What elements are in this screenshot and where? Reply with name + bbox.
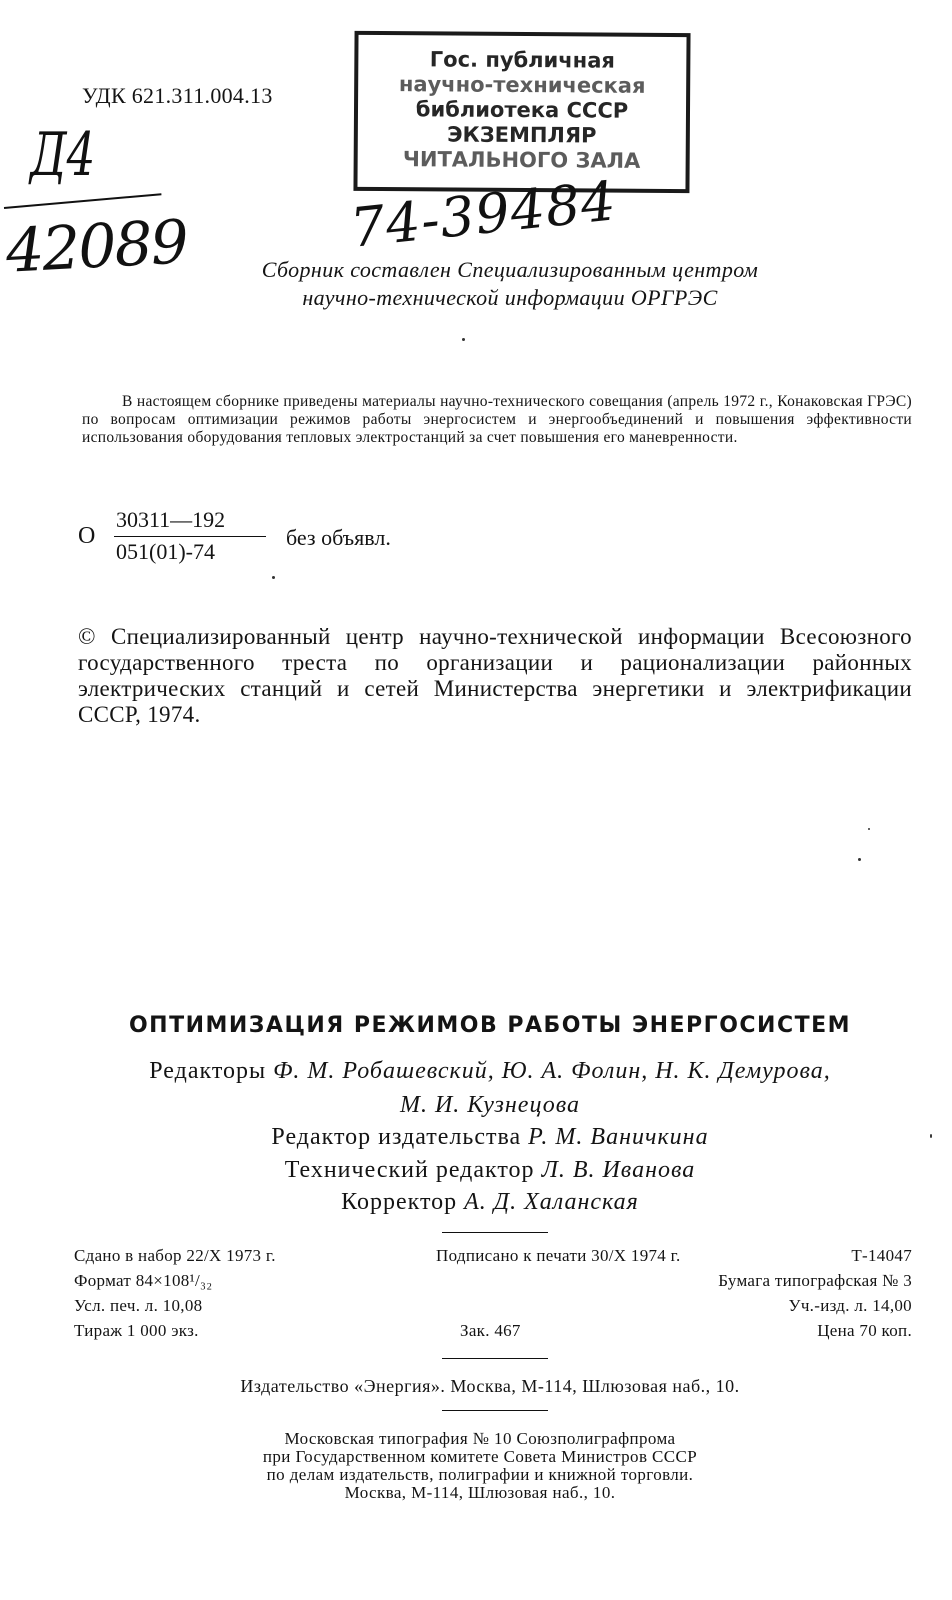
index-note: без объявл. <box>286 525 391 550</box>
scan-speck <box>858 858 861 861</box>
spec-print-sheets: Усл. печ. л. 10,08 <box>74 1296 203 1315</box>
divider <box>442 1358 548 1359</box>
compiled-by-note <box>200 256 820 312</box>
printer-line: Московская типография № 10 Союзполиграфпрома <box>284 1429 676 1448</box>
publisher-editor-label: Редактор издательства <box>271 1124 522 1150</box>
index-prefix: О <box>78 523 96 549</box>
library-stamp <box>353 31 690 193</box>
corrector-name: А. Д. Халанская <box>464 1189 639 1215</box>
spec-signed: Подписано к печати 30/X 1974 г. <box>436 1246 681 1265</box>
editors-names: Ф. М. Робашевский, Ю. А. Фолин, Н. К. Демурова, <box>273 1058 831 1084</box>
index-numerator: 30311—192 <box>116 507 226 532</box>
spec-format: Формат 84×108¹/₃₂ <box>74 1271 213 1290</box>
publisher-editor-name: Р. М. Ваничкина <box>528 1124 709 1150</box>
handwritten-code-top: Д4 <box>30 120 96 190</box>
scan-speck <box>462 338 465 341</box>
spec-code: Т-14047 <box>851 1246 912 1265</box>
corrector-line <box>60 1189 920 1216</box>
book-title: ОПТИМИЗАЦИЯ РЕЖИМОВ РАБОТЫ ЭНЕРГОСИСТЕМ <box>128 1013 852 1038</box>
handwritten-code-bottom: 42089 <box>4 207 189 287</box>
abstract-paragraph: В настоящем сборнике приведены материалы научно-технического совещания (апрель 1972 г., Конаковская ГРЭС) по вопросам оптимизации режимов работы энергосистем и энергообъединений и повышения эффективности использования оборудования тепловых электростанций за счет повышения его маневренности. <box>82 393 912 446</box>
printer-info <box>100 1430 860 1502</box>
index-denominator: 051(01)-74 <box>116 539 215 564</box>
editors-label: Редакторы <box>149 1058 267 1084</box>
printer-line: Москва, М-114, Шлюзовая наб., 10. <box>344 1483 616 1502</box>
tech-editor-line <box>60 1157 920 1184</box>
printer-line: по делам издательств, полиграфии и книжной торговли. <box>266 1465 694 1484</box>
compiled-by-line: Сборник составлен Специализированным центром <box>261 257 759 282</box>
spec-pub-sheets: Уч.-изд. л. 14,00 <box>788 1296 912 1315</box>
tech-editor-label: Технический редактор <box>284 1157 535 1183</box>
stamp-line: научно-техническая <box>398 72 646 98</box>
compiled-by-line: научно-технической информации ОРГРЭС <box>302 285 718 310</box>
spec-price: Цена 70 коп. <box>817 1321 912 1340</box>
stamp-line: ЭКЗЕМПЛЯР <box>447 122 597 148</box>
handwritten-inventory-number: 74-39484 <box>347 169 620 260</box>
fraction-bar <box>114 536 266 537</box>
editors-names-2: М. И. Кузнецова <box>399 1092 581 1118</box>
copyright-notice: © Специализированный центр научно-технической информации Всесоюзного государственного треста по организации и рационализации районных электрических станций и сетей Министерства энергетики и электрификации СССР, 1974. <box>78 624 912 727</box>
udk-code: УДК 621.311.004.13 <box>82 83 273 108</box>
editors-line <box>60 1058 920 1085</box>
scan-speck <box>272 576 275 579</box>
spec-paper: Бумага типографская № 3 <box>718 1271 912 1290</box>
printer-line: при Государственном комитете Совета Министров СССР <box>262 1447 698 1466</box>
handwritten-divider <box>4 193 162 209</box>
scan-speck <box>868 828 870 830</box>
divider <box>442 1410 548 1411</box>
spec-sent: Сдано в набор 22/X 1973 г. <box>74 1246 276 1265</box>
editors-line-2 <box>60 1092 920 1119</box>
publisher-address: Издательство «Энергия». Москва, М-114, Шлюзовая наб., 10. <box>240 1376 740 1396</box>
scan-speck <box>930 1134 932 1138</box>
spec-order: Зак. 467 <box>460 1321 521 1340</box>
corrector-label: Корректор <box>341 1189 458 1215</box>
divider <box>442 1232 548 1233</box>
spec-run: Тираж 1 000 экз. <box>74 1321 199 1340</box>
stamp-line: Гос. публичная <box>429 47 615 73</box>
index-code <box>78 507 478 567</box>
tech-editor-name: Л. В. Иванова <box>541 1157 696 1183</box>
stamp-line: ЧИТАЛЬНОГО ЗАЛА <box>402 147 641 173</box>
publisher-editor-line <box>60 1124 920 1151</box>
stamp-line: библиотека СССР <box>415 97 629 123</box>
